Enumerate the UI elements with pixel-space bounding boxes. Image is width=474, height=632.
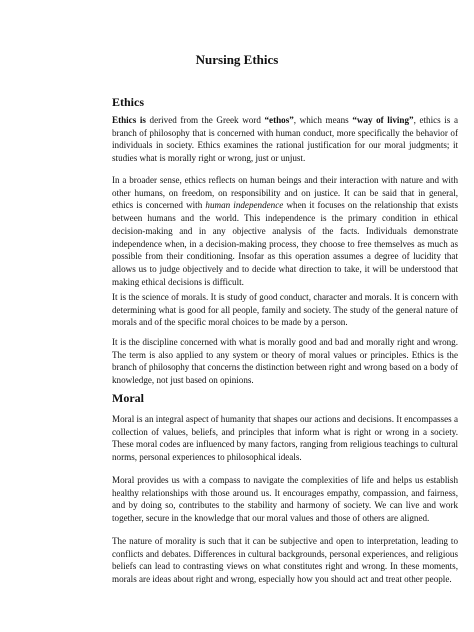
moral-paragraph-2 xyxy=(112,474,458,525)
document-title: Nursing Ethics xyxy=(195,52,279,67)
ethics-paragraph-3 xyxy=(112,291,458,329)
ethics-paragraph-2 xyxy=(112,174,458,288)
text-run: derived from the Greek word xyxy=(145,115,265,125)
text-run: Moral is an integral aspect of humanity that shapes our actions and decisions. It encompasses a collection of values, beliefs, and principles that inform what is right or wrong in a society. These moral codes are influenced by many factors, ranging from religious teachings to cultural norms, personal experiences to philosophical ideals. xyxy=(112,414,458,463)
section-heading-ethics: Ethics xyxy=(112,95,145,109)
text-run: The nature of morality is such that it can be subjective and open to interpretation, leading to conflicts and debates. Differences in cultural backgrounds, personal experiences, and religious beliefs can lead to contrasting views on what constitutes right and wrong. In these moments, morals are ideas about right and wrong, especially how you should act and treat other people. xyxy=(112,536,458,585)
ethics-paragraph-4 xyxy=(112,336,458,387)
text-run: , which means xyxy=(293,115,353,125)
text-run: It is the science of morals. It is study of good conduct, character and morals. It is concern with determining what is good for all people, family and society. The study of the general nature of morals and of the specific moral choices to be made by a person. xyxy=(112,292,458,328)
text-run: “ethos” xyxy=(264,115,294,125)
text-run: Ethics is xyxy=(112,115,146,125)
text-run: It is the discipline concerned with what is morally good and bad and morally right and wrong. The term is also applied to any system or theory of moral values or principles. Ethics is the branch of philosophy that concerns the distinction between right and wrong based on a body of knowledge, not just based on opinions. xyxy=(112,337,458,386)
moral-paragraph-3 xyxy=(112,535,458,586)
text-run: human independence xyxy=(205,200,284,211)
text-run: “way of living” xyxy=(352,115,414,125)
ethics-paragraph-1 xyxy=(112,114,458,165)
text-run: In a broader sense, ethics reflects on human beings and their interaction with nature and with other humans, on freedom, on responsibility and on justice. It can be said that in general, ethics is concerned with xyxy=(112,175,458,211)
section-heading-moral: Moral xyxy=(112,391,144,405)
text-run: when it focuses on the relationship that exists between humans and the world. This independence is the primary condition in ethical decision-making and in any objective analysis of the facts. Individuals demonstrate independence when, in a decision-making process, they choose to free themselves as much as possible from their conditioning. Insofar as this operation assumes a degree of lucidity that allows us to judge objectively and to decide what direction to take, it will be understood that making ethical decisions is difficult. xyxy=(112,200,458,287)
moral-paragraph-1 xyxy=(112,413,458,464)
text-run: Moral provides us with a compass to navigate the complexities of life and helps us establish healthy relationships with those around us. It encourages empathy, compassion, and fairness, and by doing so, contributes to the stability and harmony of society. We can live and work together, secure in the knowledge that our moral values and those of others are aligned. xyxy=(112,475,458,524)
text-run: , ethics is a branch of philosophy that is concerned with human conduct, more specifically the behavior of individuals in society. Ethics examines the rational justification for our moral judgments; it studies what is morally right or wrong, just or unjust. xyxy=(112,115,458,164)
